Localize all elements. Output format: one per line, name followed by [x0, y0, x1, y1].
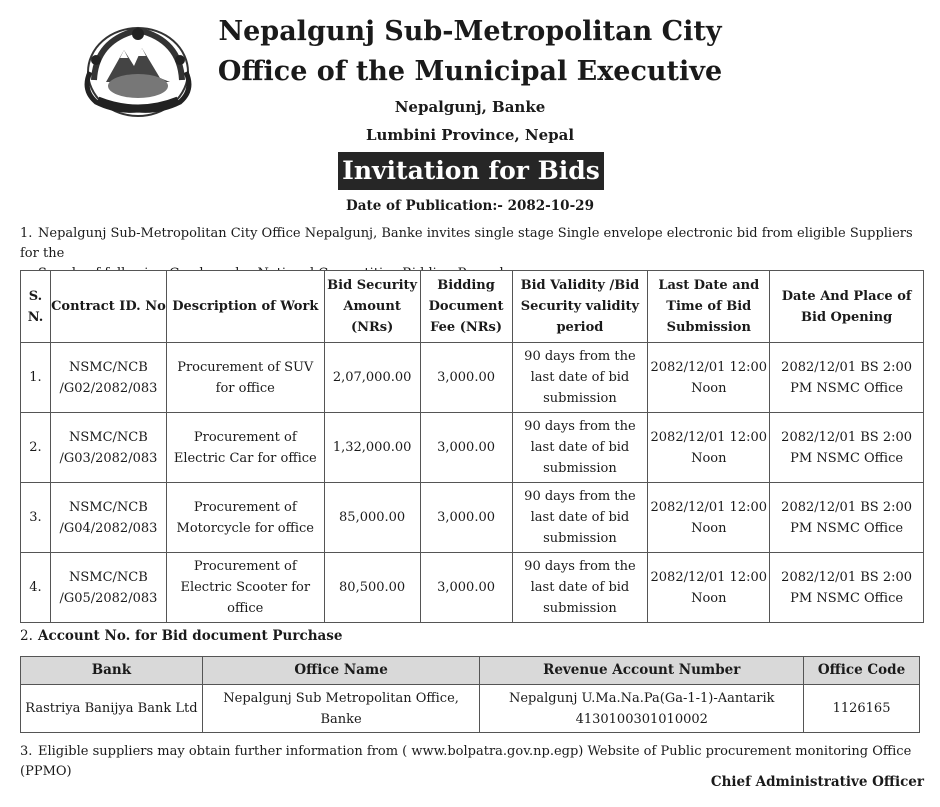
cell-sn: 1.: [21, 343, 51, 413]
cell-revenue-account: [480, 685, 804, 733]
cell-validity: 90 days from the last date of bid submission: [512, 413, 648, 483]
col-header-opening: Date And Place of Bid Opening: [770, 271, 924, 343]
col-header-sn: S. N.: [21, 271, 51, 343]
account-section-title: [20, 628, 342, 644]
cell-validity: 90 days from the last date of bid submission: [512, 483, 648, 553]
cell-description: Procurement of Electric Car for office: [166, 413, 324, 483]
cell-document-fee: 3,000.00: [420, 553, 512, 623]
paragraph-number: 1.: [20, 226, 33, 241]
cell-opening: 2082/12/01 BS 2:00 PM NSMC Office: [770, 343, 924, 413]
office-location: Nepalgunj, Banke: [394, 98, 546, 116]
municipality-title: Nepalgunj Sub-Metropolitan City: [218, 16, 722, 47]
col-header-description: Description of Work: [166, 271, 324, 343]
publication-date: Date of Publication:- 2082-10-29: [346, 198, 594, 214]
table-header-row: [21, 271, 924, 343]
cell-last-date: 2082/12/01 12:00 Noon: [648, 343, 770, 413]
cell-description: Procurement of SUV for office: [166, 343, 324, 413]
col-header-last-date: Last Date and Time of Bid Submission: [648, 271, 770, 343]
col-header-office-name: Office Name: [202, 657, 480, 685]
notice-title: Invitation for Bids: [338, 152, 604, 190]
cell-opening: 2082/12/01 BS 2:00 PM NSMC Office: [770, 413, 924, 483]
table-row: [21, 685, 920, 733]
cell-bid-security: 85,000.00: [324, 483, 420, 553]
cell-bid-security: 1,32,000.00: [324, 413, 420, 483]
revenue-account-number: 4130100301010002: [575, 711, 708, 727]
cell-last-date: 2082/12/01 12:00 Noon: [648, 483, 770, 553]
office-province: Lumbini Province, Nepal: [365, 126, 575, 144]
cell-document-fee: 3,000.00: [420, 413, 512, 483]
cell-opening: 2082/12/01 BS 2:00 PM NSMC Office: [770, 483, 924, 553]
cell-validity: 90 days from the last date of bid submission: [512, 343, 648, 413]
cell-office-code: 1126165: [804, 685, 920, 733]
table-row: [21, 413, 924, 483]
cell-bid-security: 80,500.00: [324, 553, 420, 623]
signature-title: Chief Administrative Officer: [710, 774, 924, 790]
cell-contract-id: NSMC/NCB /G02/2082/083: [50, 343, 166, 413]
table-row: [21, 553, 924, 623]
bids-table: [20, 270, 924, 623]
paragraph-text: Eligible suppliers may obtain further information from ( www.bolpatra.gov.np.egp) Website of Public procurement monitoring Office (PPMO): [20, 744, 912, 779]
table-row: [21, 343, 924, 413]
paragraph-number: 2.: [20, 628, 33, 644]
col-header-revenue-account: Revenue Account Number: [480, 657, 804, 685]
col-header-office-code: Office Code: [804, 657, 920, 685]
nepal-coat-of-arms-emblem-icon: [76, 20, 200, 120]
cell-sn: 4.: [21, 553, 51, 623]
cell-bid-security: 2,07,000.00: [324, 343, 420, 413]
col-header-validity: Bid Validity /Bid Security validity period: [512, 271, 648, 343]
cell-sn: 3.: [21, 483, 51, 553]
account-table: [20, 656, 920, 733]
cell-document-fee: 3,000.00: [420, 343, 512, 413]
office-title: Office of the Municipal Executive: [217, 56, 723, 87]
cell-office-name: Nepalgunj Sub Metropolitan Office, Banke: [202, 685, 480, 733]
paragraph-number: 3.: [20, 744, 33, 759]
cell-document-fee: 3,000.00: [420, 483, 512, 553]
cell-sn: 2.: [21, 413, 51, 483]
col-header-contract-id: Contract ID. No: [50, 271, 166, 343]
col-header-document-fee: Bidding Document Fee (NRs): [420, 271, 512, 343]
revenue-account-name: Nepalgunj U.Ma.Na.Pa(Ga-1-1)-Aantarik: [508, 690, 775, 706]
cell-description: Procurement of Electric Scooter for office: [166, 553, 324, 623]
cell-contract-id: NSMC/NCB /G05/2082/083: [50, 553, 166, 623]
paragraph-text: Nepalgunj Sub-Metropolitan City Office Nepalgunj, Banke invites single stage Single envelope electronic bid from eligible Suppliers for the: [20, 226, 913, 261]
cell-validity: 90 days from the last date of bid submission: [512, 553, 648, 623]
cell-last-date: 2082/12/01 12:00 Noon: [648, 553, 770, 623]
cell-last-date: 2082/12/01 12:00 Noon: [648, 413, 770, 483]
cell-description: Procurement of Motorcycle for office: [166, 483, 324, 553]
cell-contract-id: NSMC/NCB /G03/2082/083: [50, 413, 166, 483]
cell-contract-id: NSMC/NCB /G04/2082/083: [50, 483, 166, 553]
cell-bank: Rastriya Banijya Bank Ltd: [21, 685, 203, 733]
account-section-heading: Account No. for Bid document Purchase: [38, 628, 343, 644]
cell-opening: 2082/12/01 BS 2:00 PM NSMC Office: [770, 553, 924, 623]
table-header-row: [21, 657, 920, 685]
col-header-bid-security: Bid Security Amount (NRs): [324, 271, 420, 343]
table-row: [21, 483, 924, 553]
col-header-bank: Bank: [21, 657, 203, 685]
